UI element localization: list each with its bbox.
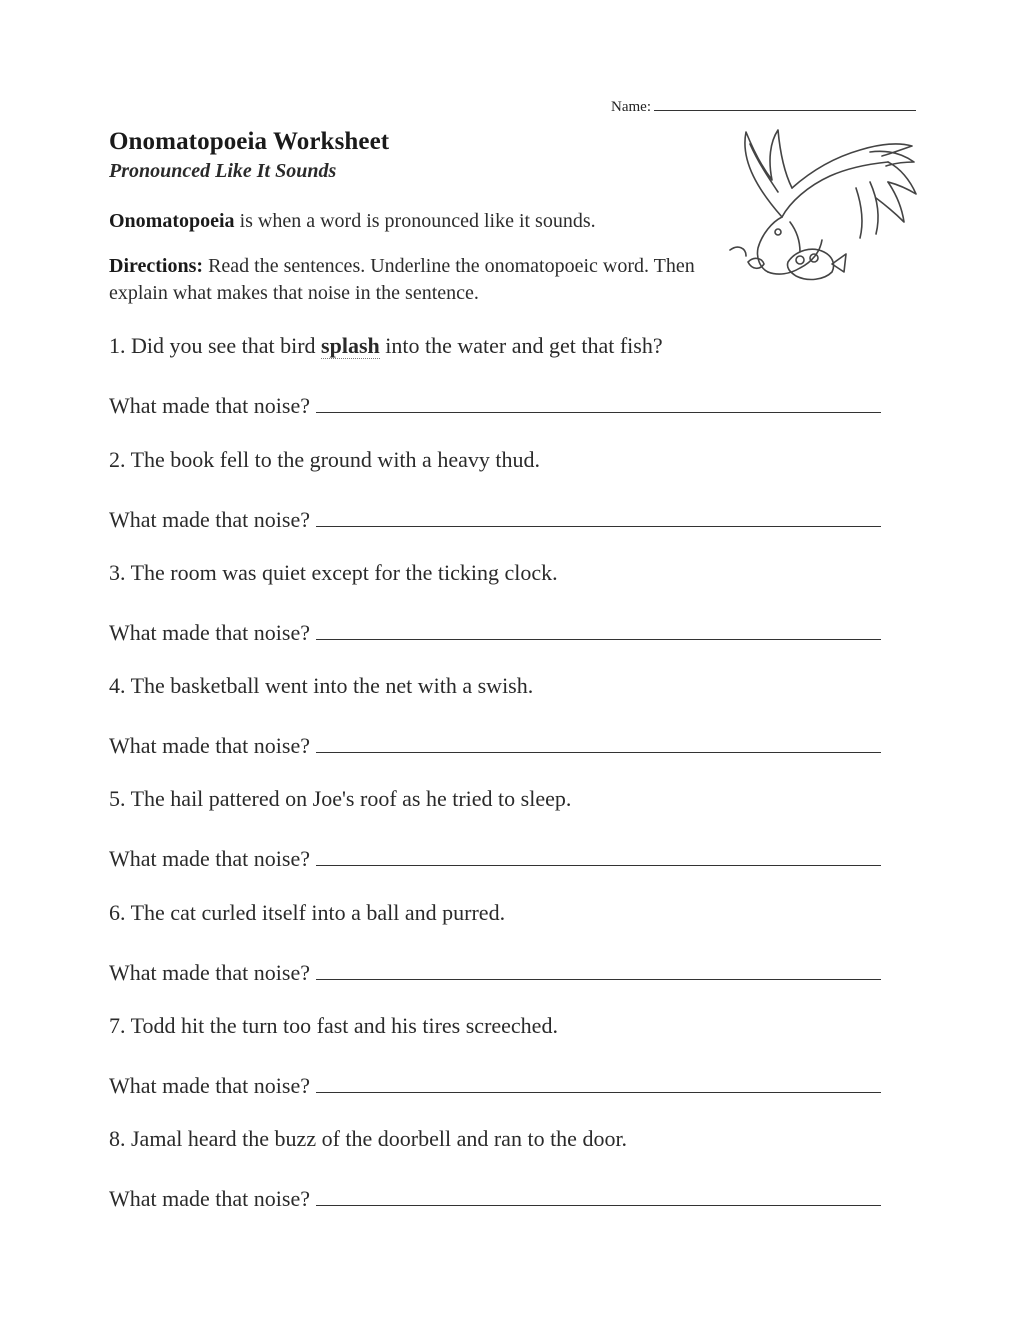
- question-2: 2. The book fell to the ground with a heavy thud.: [109, 447, 540, 472]
- answer-4: [109, 730, 881, 759]
- answer-prompt: What made that noise?: [109, 507, 310, 532]
- name-field[interactable]: [560, 97, 916, 116]
- directions-body: Read the sentences. Underline the onomatopoeic word. Then explain what makes that noise in the sentence.: [109, 255, 695, 304]
- question-5: 5. The hail pattered on Joe's roof as he tried to sleep.: [109, 786, 572, 811]
- answer-prompt: What made that noise?: [109, 620, 310, 645]
- worksheet-subtitle: Pronounced Like It Sounds: [109, 160, 337, 182]
- answer-2: [109, 504, 881, 533]
- pelican-with-fish-icon: [720, 122, 920, 290]
- answer-line[interactable]: [316, 504, 881, 527]
- intro-text: [109, 210, 709, 233]
- directions-label: Directions:: [109, 255, 204, 277]
- answer-line[interactable]: [316, 1070, 881, 1093]
- answer-line[interactable]: [316, 1183, 881, 1206]
- answer-prompt: What made that noise?: [109, 733, 310, 758]
- question-6: 6. The cat curled itself into a ball and purred.: [109, 900, 506, 925]
- answer-3: [109, 617, 881, 646]
- directions-text: [109, 253, 699, 307]
- answer-prompt: What made that noise?: [109, 1186, 310, 1211]
- answer-line[interactable]: [316, 730, 881, 753]
- answer-prompt: What made that noise?: [109, 960, 310, 985]
- answer-line[interactable]: [316, 957, 881, 980]
- intro-definition: is when a word is pronounced like it sounds.: [234, 210, 596, 232]
- answer-8: [109, 1183, 881, 1212]
- question-4: 4. The basketball went into the net with a swish.: [109, 673, 534, 698]
- question-7: 7. Todd hit the turn too fast and his tires screeched.: [109, 1013, 558, 1038]
- question-3: 3. The room was quiet except for the ticking clock.: [109, 560, 558, 585]
- answer-line[interactable]: [316, 390, 881, 413]
- answer-6: [109, 957, 881, 986]
- question-1: 1. Did you see that bird splash into the water and get that fish?: [109, 333, 663, 358]
- answer-prompt: What made that noise?: [109, 1073, 310, 1098]
- intro-term: Onomatopoeia: [109, 210, 235, 232]
- answer-prompt: What made that noise?: [109, 393, 310, 418]
- worksheet-title: Onomatopoeia Worksheet: [109, 128, 390, 155]
- answer-7: [109, 1070, 881, 1099]
- answer-prompt: What made that noise?: [109, 846, 310, 871]
- answer-line[interactable]: [316, 617, 881, 640]
- answer-line[interactable]: [316, 843, 881, 866]
- answer-1: [109, 390, 881, 419]
- name-label: Name:: [611, 99, 651, 115]
- answer-5: [109, 843, 881, 872]
- example-word: splash: [321, 333, 380, 358]
- question-8: 8. Jamal heard the buzz of the doorbell and ran to the door.: [109, 1126, 628, 1151]
- name-blank-line[interactable]: [654, 97, 916, 111]
